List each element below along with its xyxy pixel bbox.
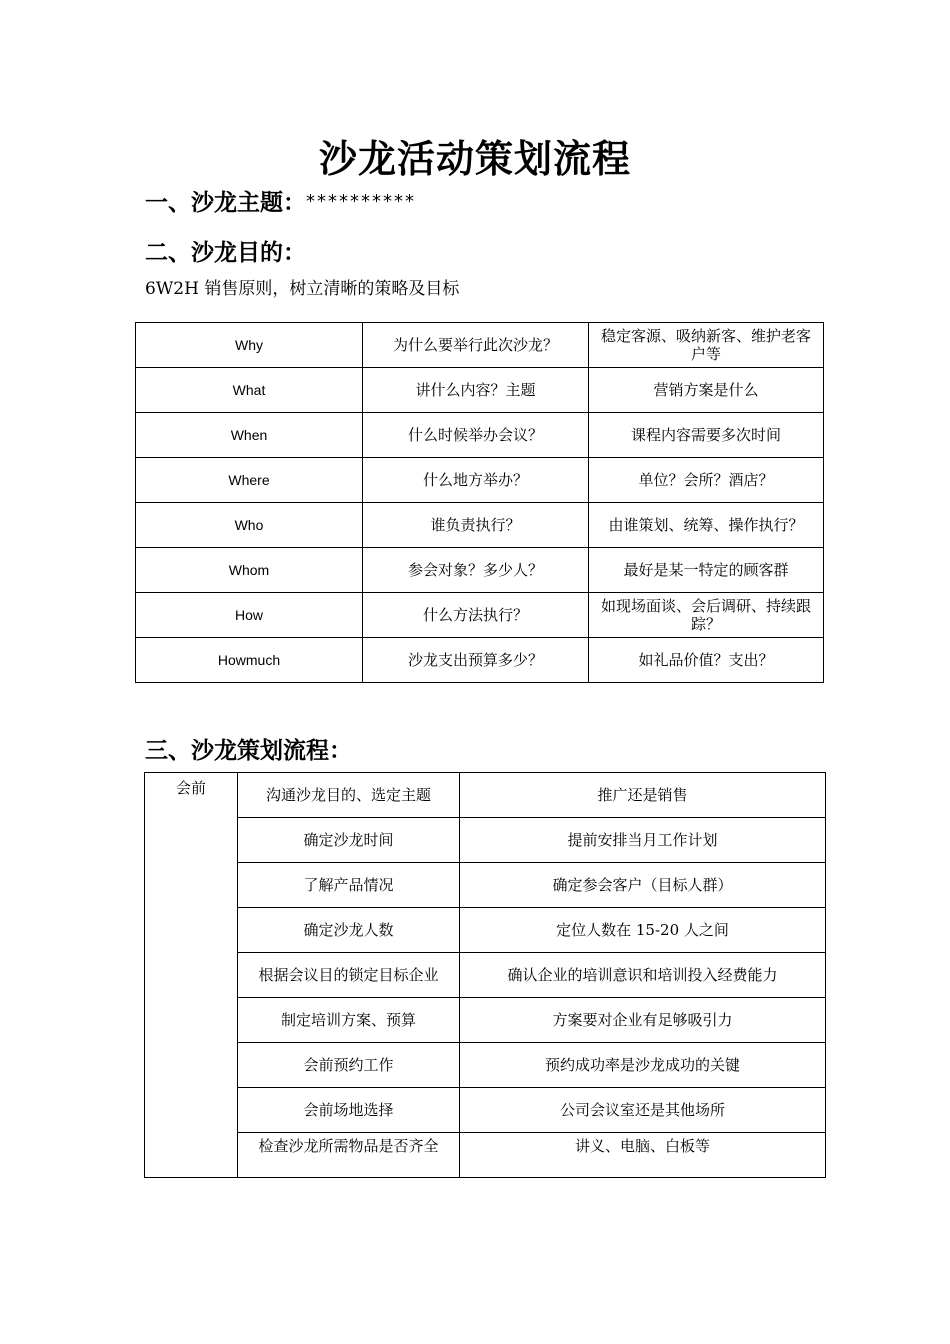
step-note: 确定参会客户（目标人群）: [460, 863, 826, 908]
answer-text: 营销方案是什么: [589, 368, 824, 413]
question-text: 什么时候举办会议？: [363, 413, 589, 458]
purpose-intro: 6W2H 销售原则，树立清晰的策略及目标: [145, 279, 460, 299]
question-text: 讲什么内容？主题: [363, 368, 589, 413]
table-row: [145, 998, 826, 1043]
step-note: 讲义、电脑、白板等: [460, 1133, 826, 1178]
table-row: [136, 503, 824, 548]
table-row: [145, 773, 826, 818]
section-heading-theme: [145, 184, 416, 217]
step-text: 会前预约工作: [238, 1043, 460, 1088]
question-text: 沙龙支出预算多少？: [363, 638, 589, 683]
theme-value: **********: [306, 191, 416, 212]
question-word: Why: [136, 323, 363, 368]
table-row: [145, 1133, 826, 1178]
step-text: 制定培训方案、预算: [238, 998, 460, 1043]
table-row: [136, 368, 824, 413]
table-row: [145, 953, 826, 998]
step-note: 推广还是销售: [460, 773, 826, 818]
section-heading-process: [145, 732, 352, 765]
page-title: 沙龙活动策划流程: [318, 136, 631, 181]
table-row: [136, 458, 824, 503]
question-text: 什么方法执行？: [363, 593, 589, 638]
question-word: Howmuch: [136, 638, 363, 683]
table-row: [136, 593, 824, 638]
answer-text: 单位？会所？酒店？: [589, 458, 824, 503]
answer-text: 如礼品价值？支出？: [589, 638, 824, 683]
answer-text: 由谁策划、统筹、操作执行？: [589, 503, 824, 548]
step-text: 沟通沙龙目的、选定主题: [238, 773, 460, 818]
question-word: Where: [136, 458, 363, 503]
table-row: [136, 413, 824, 458]
question-text: 为什么要举行此次沙龙？: [363, 323, 589, 368]
6w2h-table: [135, 322, 824, 683]
step-text: 确定沙龙人数: [238, 908, 460, 953]
question-word: When: [136, 413, 363, 458]
table-row: [145, 818, 826, 863]
step-text: 根据会议目的锁定目标企业: [238, 953, 460, 998]
phase-cell: 会前: [145, 773, 238, 1178]
table-row: [136, 548, 824, 593]
step-note: 提前安排当月工作计划: [460, 818, 826, 863]
step-text: 会前场地选择: [238, 1088, 460, 1133]
table-row: [145, 1088, 826, 1133]
answer-text: 稳定客源、吸纳新客、维护老客户等: [589, 323, 824, 368]
question-text: 参会对象？多少人？: [363, 548, 589, 593]
table-row: [136, 638, 824, 683]
question-text: 什么地方举办？: [363, 458, 589, 503]
process-table: [144, 772, 826, 1178]
section-label: 一、沙龙主题：: [145, 189, 306, 216]
step-text: 了解产品情况: [238, 863, 460, 908]
table-row: [145, 863, 826, 908]
step-note: 方案要对企业有足够吸引力: [460, 998, 826, 1043]
step-text: 确定沙龙时间: [238, 818, 460, 863]
question-word: What: [136, 368, 363, 413]
step-note: 公司会议室还是其他场所: [460, 1088, 826, 1133]
step-note: 预约成功率是沙龙成功的关键: [460, 1043, 826, 1088]
section-heading-purpose: [145, 234, 306, 267]
table-row: [136, 323, 824, 368]
question-word: Who: [136, 503, 363, 548]
step-note: 定位人数在 15-20 人之间: [460, 908, 826, 953]
answer-text: 如现场面谈、会后调研、持续跟踪？: [589, 593, 824, 638]
step-note: 确认企业的培训意识和培训投入经费能力: [460, 953, 826, 998]
question-word: How: [136, 593, 363, 638]
table-row: [145, 1043, 826, 1088]
step-text: 检查沙龙所需物品是否齐全: [238, 1133, 460, 1178]
answer-text: 最好是某一特定的顾客群: [589, 548, 824, 593]
question-word: Whom: [136, 548, 363, 593]
section-label: 三、沙龙策划流程：: [145, 737, 352, 764]
answer-text: 课程内容需要多次时间: [589, 413, 824, 458]
section-label: 二、沙龙目的：: [145, 239, 306, 266]
question-text: 谁负责执行？: [363, 503, 589, 548]
table-row: [145, 908, 826, 953]
